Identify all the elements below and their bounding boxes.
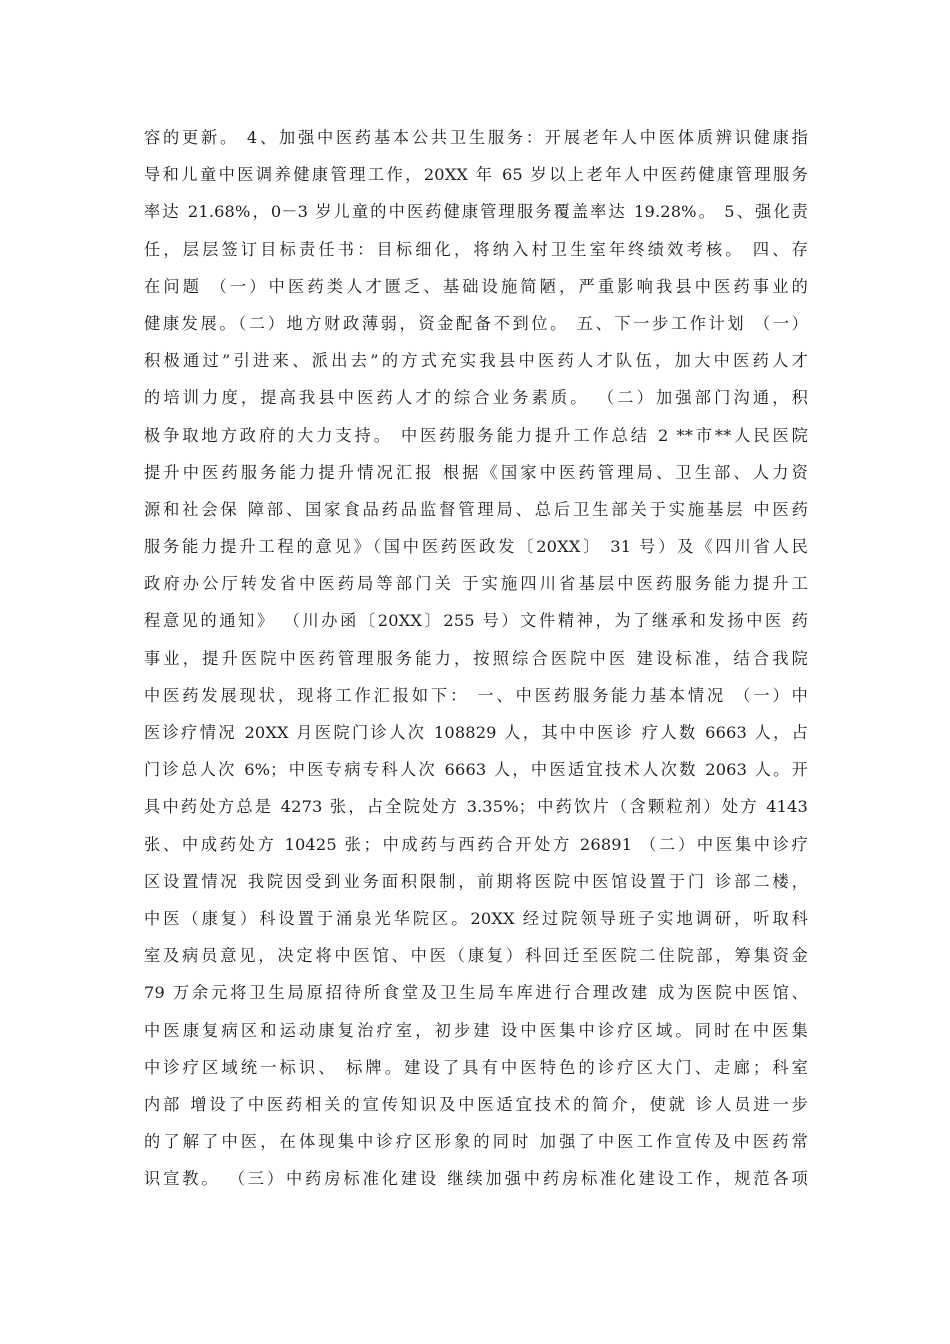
text-line: 在问题 （一）中医药类人才匮乏、基础设施简陋，严重影响我县中医药事业的: [144, 276, 808, 296]
text-line: 识宣教。 （三）中药房标准化建设 继续加强中药房标准化建设工作，规范各项: [144, 1169, 808, 1189]
text-line: 积极通过”引进来、派出去”的方式充实我县中医药人才队伍，加大中医药人才: [144, 351, 808, 371]
text-line: 程意见的通知》 （川办函〔20XX〕255 号）文件精神，为了继承和发扬中医 药: [144, 611, 808, 631]
text-line: 中医药发展现状，现将工作汇报如下： 一、中医药服务能力基本情况 （一）中: [144, 685, 808, 705]
text-line: 中诊疗区域统一标识、 标牌。建设了具有中医特色的诊疗区大门、走廊；科室: [144, 1057, 808, 1077]
text-line: 区设置情况 我院因受到业务面积限制，前期将医院中医馆设置于门 诊部二楼，: [144, 871, 808, 891]
text-line: 具中药处方总是 4273 张，占全院处方 3.35%；中药饮片（含颗粒剂）处方 4143: [144, 797, 808, 817]
text-line: 室及病员意见，决定将中医馆、中医（康复）科回迁至医院二住院部，筹集资金: [144, 946, 808, 966]
text-line: 容的更新。 4、加强中医药基本公共卫生服务：开展老年人中医体质辨识健康指: [144, 128, 808, 147]
text-line: 服务能力提升工程的意见》（国中医药医政发〔20XX〕 31 号）及《四川省人民: [144, 537, 808, 557]
text-line: 内部 增设了中医药相关的宣传知识及中医适宜技术的简介，使就 诊人员进一步: [144, 1094, 808, 1114]
text-line: 事业，提升医院中医药管理服务能力，按照综合医院中医 建设标准，结合我院: [144, 648, 808, 668]
text-line: 源和社会保 障部、国家食品药品监督管理局、总后卫生部关于实施基层 中医药: [144, 499, 808, 519]
text-line: 政府办公厅转发省中医药局等部门关 于实施四川省基层中医药服务能力提升工: [144, 574, 808, 594]
text-line: 中医康复病区和运动康复治疗室，初步建 设中医集中诊疗区域。同时在中医集: [144, 1020, 808, 1040]
text-line: 中医（康复）科设置于涌泉光华院区。20XX 经过院领导班子实地调研，听取科: [144, 908, 808, 928]
text-line: 医诊疗情况 20XX 月医院门诊人次 108829 人，其中中医诊 疗人数 6663 人，占: [144, 723, 808, 742]
text-line: 率达 21.68%，0－3 岁儿童的中医药健康管理服务覆盖率达 19.28%。 5、强化责: [144, 202, 808, 222]
text-line: 张、中成药处方 10425 张；中成药与西药合开处方 26891 （二）中医集中诊疗: [144, 834, 808, 854]
document-body: [144, 119, 808, 1197]
text-line: 79 万余元将卫生局原招待所食堂及卫生局车库进行合理改建 成为医院中医馆、: [144, 983, 808, 1003]
text-line: 健康发展。（二）地方财政薄弱，资金配备不到位。 五、下一步工作计划 （一）: [144, 313, 808, 333]
text-line: 门诊总人次 6%；中医专病专科人次 6663 人，中医适宜技术人次数 2063 人。开: [144, 760, 808, 780]
text-line: 的培训力度，提高我县中医药人才的综合业务素质。 （二）加强部门沟通，积: [144, 388, 808, 408]
text-line: 导和儿童中医调养健康管理工作，20XX 年 65 岁以上老年人中医药健康管理服务: [144, 165, 808, 185]
text-line: 提升中医药服务能力提升情况汇报 根据《国家中医药管理局、卫生部、人力资: [144, 462, 808, 482]
text-line: 任，层层签订目标责任书：目标细化，将纳入村卫生室年终绩效考核。 四、存: [144, 239, 808, 259]
text-line: 的了解了中医，在体现集中诊疗区形象的同时 加强了中医工作宣传及中医药常: [144, 1132, 808, 1152]
text-line: 极争取地方政府的大力支持。 中医药服务能力提升工作总结 2 **市**人民医院: [144, 425, 808, 445]
